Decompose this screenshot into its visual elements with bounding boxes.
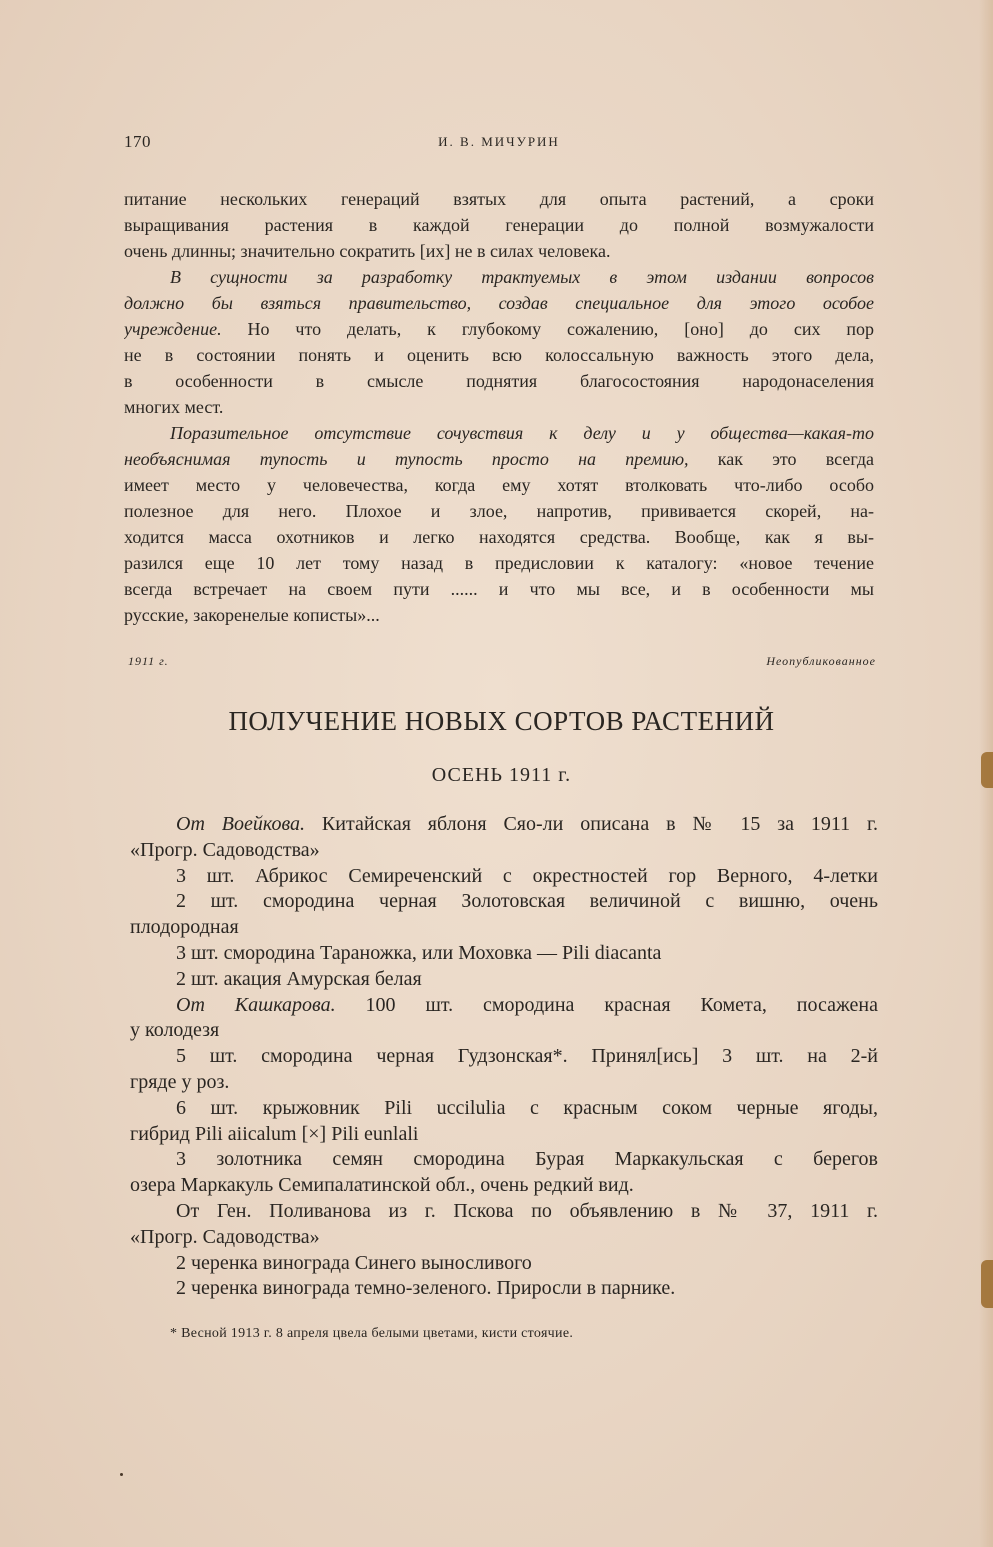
list-item: 2 черенка винограда темно-зеленого. Приросли в парнике. (176, 1277, 676, 1300)
dateline-status: Неопубликованное (766, 654, 876, 668)
list-item-continuation: гибрид Pili aiicalum [×] Pili eunlali (130, 1122, 419, 1145)
text-line: очень длинны; значительно сократить [их] не в силах человека. (124, 241, 611, 261)
italic-text: необъяснимая тупость и тупость просто на премию, (124, 449, 689, 469)
text-line: многих мест. (124, 397, 224, 417)
dateline-year: 1911 г. (128, 654, 169, 668)
article-subtitle: ОСЕНЬ 1911 г. (431, 764, 572, 786)
text-line (124, 316, 874, 342)
scan-tab-mark (981, 752, 993, 788)
list-item (130, 812, 878, 838)
list-item-continuation: гряде у роз. (130, 1070, 230, 1093)
text-line: всегда встречает на своем пути ...... и что мы все, и в особенности мы (124, 579, 874, 599)
list-item: 3 шт. Абрикос Семиреченский с окрестностей гор Верного, 4-летки (176, 864, 878, 887)
text-line: разился еще 10 лет тому назад в предисловии к каталогу: «новое течение (124, 553, 874, 573)
list-item: 3 шт. смородина Тараножка, или Моховка — Pili diacanta (176, 941, 662, 964)
list-item-continuation: «Прогр. Садоводства» (130, 1225, 320, 1248)
list-item (130, 993, 878, 1019)
text-line: имеет место у человечества, когда ему хотят втолковать что-либо особо (124, 475, 874, 495)
text-line: полезное для него. Плохое и злое, напротив, прививается скорей, на- (124, 501, 874, 521)
text-line: русские, закоренелые кописты»... (124, 605, 380, 625)
source-name: От Воейкова. (176, 813, 306, 835)
text-line: ходится масса охотников и легко находятся средства. Вообще, как я вы- (124, 527, 874, 547)
list-item: 6 шт. крыжовник Pili uccilulia с красным соком черные ягоды, (176, 1096, 878, 1119)
list-item: 5 шт. смородина черная Гудзонская*. Принял[ись] 3 шт. на 2-й (176, 1045, 878, 1068)
italic-text: должно бы взяться правительство, создав специальное для этого особое (124, 293, 874, 313)
page-number: 170 (124, 132, 151, 151)
acquisition-list (130, 812, 878, 1302)
text-line (124, 446, 874, 472)
italic-text: Поразительное отсутствие сочувствия к делу и у общества—какая-то (170, 423, 874, 443)
continuation-text (124, 186, 874, 628)
footnote: * Весной 1913 г. 8 апреля цвела белыми цветами, кисти стоячие. (170, 1326, 574, 1341)
running-head: И. В. МИЧУРИН (438, 134, 560, 149)
text-line: в особенности в смысле поднятия благосостояния народонаселения (124, 371, 874, 391)
list-item: От Ген. Поливанова из г. Пскова по объявлению в № 37, 1911 г. (176, 1199, 878, 1222)
italic-text: учреждение. (124, 319, 222, 339)
scan-speck (120, 1473, 123, 1476)
list-item: 2 шт. акация Амурская белая (176, 967, 422, 990)
list-item-continuation: у колодезя (130, 1019, 220, 1042)
page-header (124, 132, 874, 156)
list-item: 2 шт. смородина черная Золотовская величиной с вишню, очень (176, 890, 878, 913)
text-span: 100 шт. смородина красная Комета, посажена (335, 993, 878, 1016)
text-line: питание нескольких генераций взятых для опыта растений, а сроки (124, 189, 874, 209)
text-span: Китайская яблоня Сяо-ли описана в № 15 за 1911 г. (305, 813, 878, 835)
list-item: 3 золотника семян смородина Бурая Маркакульская с берегов (176, 1148, 878, 1171)
text-line (124, 264, 874, 290)
list-item-continuation: озера Маркакуль Семипалатинской обл., очень редкий вид. (130, 1174, 634, 1197)
text-line: не в состоянии понять и оценить всю колоссальную важность этого дела, (124, 345, 874, 365)
text-span: Но что делать, к глубокому сожалению, [оно] до сих пор (221, 319, 874, 339)
text-line: выращивания растения в каждой генерации до полной возмужалости (124, 215, 874, 235)
list-item-continuation: «Прогр. Садоводства» (130, 838, 320, 861)
text-span: как это всегда (688, 449, 874, 469)
list-item-continuation: плодородная (130, 916, 239, 939)
scan-tab-mark (981, 1260, 993, 1308)
source-name: От Кашкарова. (176, 993, 336, 1016)
article-title: ПОЛУЧЕНИЕ НОВЫХ СОРТОВ РАСТЕНИЙ (228, 706, 775, 736)
text-line (124, 420, 874, 446)
italic-text: В сущности за разработку трактуемых в этом издании вопросов (170, 267, 874, 287)
text-line (124, 290, 874, 316)
list-item: 2 черенка винограда Синего выносливого (176, 1251, 532, 1274)
